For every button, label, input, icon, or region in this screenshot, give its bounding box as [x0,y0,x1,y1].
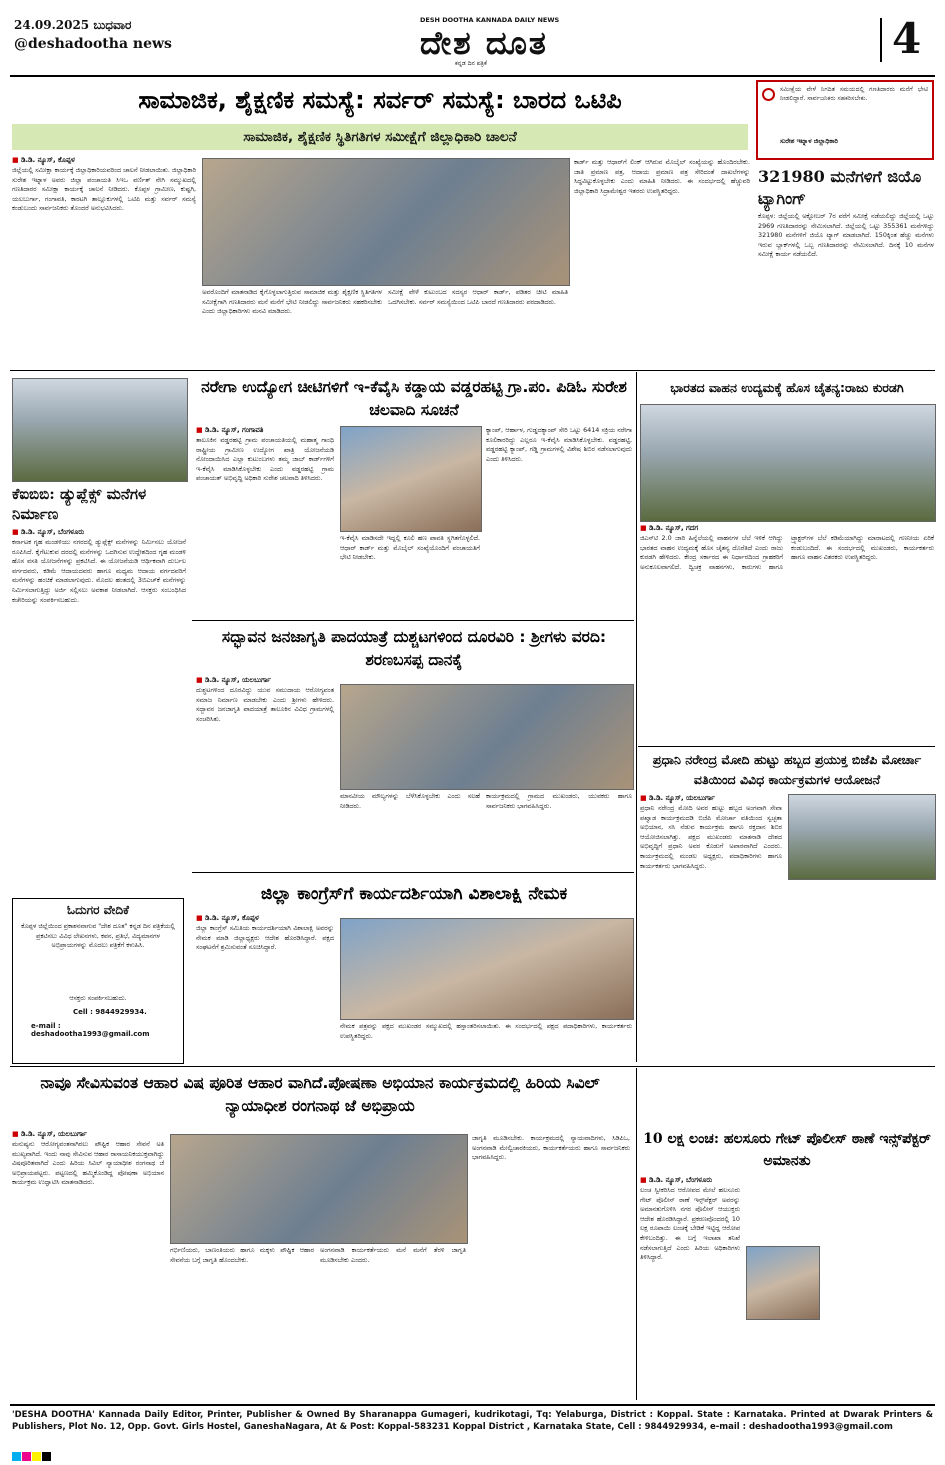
date-line: 24.09.2025 ಬುಧವಾರ [14,18,132,32]
masthead-logo: ದೇಶ ದೂತ [420,24,548,62]
main-col-2: ಅವರೊಂದಿಗೆ ಮಾತನಾಡಿದ ಕೈಗೊಳ್ಳಲಾಗುತ್ತಿರುವ ಸಾಮಾಜಿಕ ಮತ್ತು ಶೈಕ್ಷಣಿಕ ಸ್ಥಿತಿಗತಿಗಳ ಸಮೀಕ್ಷೆಗಾಗಿ ಗಣತಿದಾರರು ಮನೆ ಮನೆಗೆ ಭೇಟಿ ನೀಡಲಿದ್ದು ಸಾರ್ವಜನಿಕರು ಸಹಕರಿಸಬೇಕು ಎಂದು ಜಿಲ್ಲಾಧಿಕಾರಿಗಳು ಮನವಿ ಮಾಡಿದರು. [202,288,382,316]
cmyk-marks [12,1446,933,1456]
readers-text-2: ಆಸಕ್ತರು ಸಂಪರ್ಕಿಸಬಹುದು. [69,994,127,1002]
poshana-col-3: ಅಂಗನವಾಡಿ ಕಾರ್ಯಕರ್ತೆಯರು ಮನೆ ಮನೆಗೆ ತೆರಳಿ ಜಾಗೃತಿ ಮೂಡಿಸಬೇಕು ಎಂದರು. [320,1246,466,1264]
congress-col-2: ನೇಮಕ ಪತ್ರವನ್ನು ಪಕ್ಷದ ಮುಖಂಡರ ಸಮ್ಮುಖದಲ್ಲಿ ಹಸ್ತಾಂತರಿಸಲಾಯಿತು. ಈ ಸಂದರ್ಭದಲ್ಲಿ ಪಕ್ಷದ ಪದಾಧಿಕಾರಿಗಳು, ಕಾರ್ಯಕರ್ತರು ಉಪಸ್ಥಿತರಿದ್ದರು. [340,1022,632,1040]
notice-icon [762,88,775,101]
main-subhead: ಸಾಮಾಜಿಕ, ಶೈಕ್ಷಣಿಕ ಸ್ಥಿತಿಗತಿಗಳ ಸಮೀಕ್ಷೆಗೆ ಜಿಲ್ಲಾಧಿಕಾರಿ ಚಾಲನೆ [12,124,748,150]
section-rule-5 [10,1066,935,1067]
vehicle-byline: ■ ಡಿ.ಡಿ. ನ್ಯೂಸ್, ಗದಗ [640,524,699,532]
footer-rule [10,1404,935,1406]
geo-headline: 321980 ಮನೆಗಳಿಗೆ ಜಿಯೊ ಟ್ಯಾಗಿಂಗ್ [758,167,922,208]
section-rule-4 [638,746,935,747]
modi-photo [788,794,936,880]
readers-cell: Cell : 9844929934. [73,1007,147,1016]
readers-text: ಕೊಪ್ಪಳ ಜಿಲ್ಲೆಯಿಂದ ಪ್ರಕಾಶನವಾಗುವ "ದೇಶ ದೂತ" ಕನ್ನಡ ದಿನ ಪತ್ರಿಕೆಯಲ್ಲಿ ಪ್ರಕಟಿಸಲು ವಿವಿಧ ಲೇಖನಗಳು, ಕವನ, ಪ್ರತಿಭೆ, ವಿದ್ಯಮಾನಗಳ ಅಭಿಪ್ರಾಯಗಳನ್ನು ಮೊದಲು ಪತ್ರಿಕೆಗೆ ಕಳುಹಿಸಿ. [21,922,175,950]
section-rule-2 [192,620,634,621]
congress-col-1: ಜಿಲ್ಲಾ ಕಾಂಗ್ರೆಸ್ ಸಮಿತಿಯ ಕಾರ್ಯದರ್ಶಿಯಾಗಿ ವಿಶಾಲಾಕ್ಷಿ ಅವರನ್ನು ನೇಮಕ ಮಾಡಿ ಜಿಲ್ಲಾಧ್ಯಕ್ಷರು ಆದೇಶ ಹೊರಡಿಸಿದ್ದಾರೆ. ಪಕ್ಷದ ಸಂಘಟನೆಗೆ ಶ್ರಮಿಸುವಂತೆ ಸೂಚಿಸಿದ್ದಾರೆ. [196,924,334,952]
ad-byline: ■ ಡಿ.ಡಿ. ನ್ಯೂಸ್, ಬೆಂಗಳೂರು [12,528,85,536]
ad-photo [12,378,188,482]
padayatra-col-3: ಕಾರ್ಯಕ್ರಮದಲ್ಲಿ ಗ್ರಾಮದ ಮುಖಂಡರು, ಯುವಕರು ಹಾಗೂ ಸಾರ್ವಜನಿಕರು ಭಾಗವಹಿಸಿದ್ದರು. [486,792,632,810]
poshana-byline: ■ ಡಿ.ಡಿ. ನ್ಯೂಸ್, ಯಲಬುರ್ಗಾ [12,1130,87,1138]
modi-headline: ಪ್ರಧಾನಿ ನರೇಂದ್ರ ಮೋದಿ ಹುಟ್ಟು ಹಬ್ಬದ ಪ್ರಯುಕ್ತ ಬಿಜೆಪಿ ಮೋರ್ಚಾ ವತಿಯಿಂದ ವಿವಿಧ ಕಾರ್ಯಕ್ರಮಗಳ ಆಯೋಜನೆ [652,752,922,787]
readers-email[interactable]: e-mail : deshadootha1993@gmail.com [31,1021,150,1038]
section-rule-3 [192,872,634,873]
congress-byline: ■ ಡಿ.ಡಿ. ನ್ಯೂಸ್, ಕೊಪ್ಪಳ [196,914,259,922]
main-headline: ಸಾಮಾಜಿಕ, ಶೈಕ್ಷಣಿಕ ಸಮಸ್ಯೆ: ಸರ್ವರ್ ಸಮಸ್ಯೆ: ಬಾರದ ಒಟಿಪಿ [138,86,622,114]
vertical-rule-2 [636,1068,637,1400]
congress-photo [340,918,634,1020]
main-byline: ■ ಡಿ.ಡಿ. ನ್ಯೂಸ್, ಕೊಪ್ಪಳ [12,156,75,164]
tagline: DESH DOOTHA KANNADA DAILY NEWS [420,16,560,24]
poshana-col-2: ಗರ್ಭಿಣಿಯರು, ಬಾಣಂತಿಯರು ಹಾಗೂ ಮಕ್ಕಳು ಪೌಷ್ಟಿಕ ಆಹಾರ ಸೇವನೆಯ ಬಗ್ಗೆ ಜಾಗೃತಿ ಹೊಂದಬೇಕು. [170,1246,314,1264]
nrega-headline: ನರೇಗಾ ಉದ್ಯೋಗ ಚೀಟಿಗಳಿಗೆ ಇ-ಕೆವೈಸಿ ಕಡ್ಡಾಯ ವಡ್ಡರಹಟ್ಟಿ ಗ್ರಾ.ಪಂ. ಪಿಡಿಓ ಸುರೇಶ ಚಲವಾದಿ ಸೂಚನೆ [201,378,627,419]
logo-subtitle: ಕನ್ನಡ ದಿನ ಪತ್ರಿಕೆ [455,60,487,67]
vehicle-text: ಜಿಎಸ್‌ಟಿ 2.0 ಜಾರಿ ಹಿನ್ನೆಲೆಯಲ್ಲಿ ವಾಹನಗಳ ಬೆಲೆ ಇಳಿಕೆ ಆಗಿದ್ದು ಭಾರತದ ವಾಹನ ಉದ್ಯಮಕ್ಕೆ ಹೊಸ ಚೈತನ್ಯ ದೊರೆತಿದೆ ಎಂದು ರಾಜು ಕುರಡಗಿ ಹೇಳಿದರು. ಕೇಂದ್ರ ಸರ್ಕಾರದ ಈ ನಿರ್ಧಾರದಿಂದ ಗ್ರಾಹಕರಿಗೆ ಅನುಕೂಲವಾಗಲಿದೆ. ದ್ವಿಚಕ್ರ ವಾಹನಗಳು, ಕಾರುಗಳು ಹಾಗೂ ಟ್ರ್ಯಾಕ್ಟರ್‌ಗಳ ಬೆಲೆ ಕಡಿಮೆಯಾಗಿದ್ದು ಮಾರಾಟದಲ್ಲಿ ಗಣನೀಯ ಏರಿಕೆ ಕಂಡುಬಂದಿದೆ. ಈ ಸಂದರ್ಭದಲ್ಲಿ ಮುಖಂಡರು, ಕಾರ್ಯಕರ್ತರು ಹಾಗೂ ವಾಹನ ವಿತರಕರು ಉಪಸ್ಥಿತರಿದ್ದರು. [640,534,934,571]
congress-headline: ಜಿಲ್ಲಾ ಕಾಂಗ್ರೆಸ್‌ಗೆ ಕಾರ್ಯದರ್ಶಿಯಾಗಿ ವಿಶಾಲಾಕ್ಷಿ ನೇಮಕ [260,884,568,904]
padayatra-photo [340,684,634,790]
readers-title: ಓದುಗರ ವೇದಿಕೆ [67,903,129,917]
main-col-4: ಕಾರ್ಡ್ ಮತ್ತು ಆಧಾರ್‌ಗೆ ಲಿಂಕ್ ಆಗಿರುವ ಮೊಬೈಲ್ ಸಂಖ್ಯೆಯನ್ನು ಹೊಂದಿರಬೇಕು. ಜಾತಿ ಪ್ರಮಾಣ ಪತ್ರ, ಆದಾಯ ಪ್ರಮಾಣ ಪತ್ರ ಸೇರಿದಂತೆ ದಾಖಲೆಗಳನ್ನು ಸಿದ್ಧವಿಟ್ಟುಕೊಳ್ಳಬೇಕು ಎಂದು ಮಾಹಿತಿ ನೀಡಿದರು. ಈ ಸಂದರ್ಭದಲ್ಲಿ ಹೆಚ್ಚುವರಿ ಜಿಲ್ಲಾಧಿಕಾರಿ ಸಿದ್ರಾಮೇಶ್ವರ ಇತರರು ಉಪಸ್ಥಿತರಿದ್ದರು. [574,158,750,195]
poshana-col-1: ಮನುಷ್ಯನು ಆರೋಗ್ಯವಂತನಾಗಿರಲು ಪೌಷ್ಟಿಕ ಆಹಾರ ಸೇವನೆ ಅತಿ ಮುಖ್ಯವಾಗಿದೆ. ಇಂದು ನಾವು ಸೇವಿಸುವ ಆಹಾರ ರಾಸಾಯನಿಕಯುಕ್ತವಾಗಿದ್ದು ವಿಷಪೂರಿತವಾಗಿದೆ ಎಂದು ಹಿರಿಯ ಸಿವಿಲ್ ನ್ಯಾಯಾಧೀಶ ರಂಗನಾಥ ಜೆ ಅಭಿಪ್ರಾಯಪಟ್ಟರು. ಪಟ್ಟಣದಲ್ಲಿ ಹಮ್ಮಿಕೊಂಡಿದ್ದ ಪೋಷಣಾ ಅಭಿಯಾನ ಕಾರ್ಯಕ್ರಮ ಉದ್ಘಾಟಿಸಿ ಮಾತನಾಡಿದರು. [12,1140,164,1187]
poshana-col-4: ಜಾಗೃತಿ ಮೂಡಿಸಬೇಕು. ಕಾರ್ಯಕ್ರಮದಲ್ಲಿ ನ್ಯಾಯವಾದಿಗಳು, ಸಿಡಿಪಿಒ, ಅಂಗನವಾಡಿ ಮೇಲ್ವಿಚಾರಕಿಯರು, ಕಾರ್ಯಕರ್ತೆಯರು ಹಾಗೂ ಸಾರ್ವಜನಿಕರು ಭಾಗವಹಿಸಿದ್ದರು. [472,1134,630,1162]
vehicle-photo [640,404,936,522]
ad-text: ಕರ್ನಾಟಕ ಗೃಹ ಮಂಡಳಿಯು ನಗರದಲ್ಲಿ ಡ್ಯುಪ್ಲೆಕ್ಸ್ ಮನೆಗಳನ್ನು ನಿರ್ಮಿಸಲು ಯೋಜನೆ ರೂಪಿಸಿದೆ. ಕೈಗೆಟುಕುವ ದರದಲ್ಲಿ ಮನೆಗಳನ್ನು ಒದಗಿಸುವ ಉದ್ದೇಶದಿಂದ ಗೃಹ ಮಂಡಳಿ ಹೊಸ ವಸತಿ ಯೋಜನೆಗಳನ್ನು ಪ್ರಕಟಿಸಿದೆ. ಈ ಯೋಜನೆಯಡಿ ಆರ್ಥಿಕವಾಗಿ ದುರ್ಬಲ ವರ್ಗದವರು, ಕಡಿಮೆ ಆದಾಯದವರು ಹಾಗೂ ಮಧ್ಯಮ ಆದಾಯ ವರ್ಗದವರಿಗೆ ಮನೆಗಳನ್ನು ಹಂಚಿಕೆ ಮಾಡಲಾಗುವುದು. ಮೊದಲ ಹಂತದಲ್ಲಿ 3ಬಿಎಚ್‌ಕೆ ಮನೆಗಳನ್ನು ನಿರ್ಮಿಸಲಾಗುತ್ತಿದ್ದು ಅರ್ಜಿ ಸಲ್ಲಿಸಲು ಅವಕಾಶ ನೀಡಲಾಗಿದೆ. ಆಸಕ್ತರು ಸಂಬಂಧಿಸಿದ ಕಚೇರಿಯನ್ನು ಸಂಪರ್ಕಿಸಬಹುದು. [12,538,186,604]
police-photo [746,1246,820,1320]
nrega-col-3: ಕ್ಯಾಂಪ್, ಆರ್ಹಾಳ, ಗುಡ್ಡದಕ್ಯಾಂಪ್ ಸೇರಿ ಒಟ್ಟು 6414 ಸಕ್ರಿಯ ನರೇಗಾ ಕೂಲಿಕಾರರಿದ್ದು ಎಲ್ಲರೂ ಇ-ಕೆವೈಸಿ ಮಾಡಿಸಿಕೊಳ್ಳಬೇಕು. ವಡ್ಡರಹಟ್ಟಿ, ವಡ್ಡರಹಟ್ಟಿ ಕ್ಯಾಂಪ್, ಗಡ್ಡಿ ಗ್ರಾಮಗಳಲ್ಲಿ ವಿಶೇಷ ಶಿಬಿರ ನಡೆಸಲಾಗುವುದು ಎಂದು ತಿಳಿಸಿದರು. [486,426,632,463]
section-rule-1 [10,370,935,371]
notice-box [756,80,934,160]
padayatra-byline: ■ ಡಿ.ಡಿ. ನ್ಯೂಸ್, ಯಲಬುರ್ಗಾ [196,676,271,684]
police-text: ಲಂಚ ಸ್ವೀಕರಿಸಿದ ಆರೋಪದ ಮೇಲೆ ಹಲಸೂರು ಗೇಟ್ ಪೊಲೀಸ್ ಠಾಣೆ ಇನ್ಸ್‌ಪೆಕ್ಟರ್ ಅವರನ್ನು ಅಮಾನತುಗೊಳಿಸಿ ನಗರ ಪೊಲೀಸ್ ಆಯುಕ್ತರು ಆದೇಶ ಹೊರಡಿಸಿದ್ದಾರೆ. ಪ್ರಕರಣವೊಂದರಲ್ಲಿ 10 ಲಕ್ಷ ರೂಪಾಯಿ ಲಂಚಕ್ಕೆ ಬೇಡಿಕೆ ಇಟ್ಟಿದ್ದ ಆರೋಪ ಕೇಳಿಬಂದಿತ್ತು. ಈ ಬಗ್ಗೆ ಇಲಾಖಾ ತನಿಖೆ ನಡೆಸಲಾಗುತ್ತಿದೆ ಎಂದು ಹಿರಿಯ ಅಧಿಕಾರಿಗಳು ತಿಳಿಸಿದ್ದಾರೆ. [640,1186,740,1262]
masthead-rule [10,75,935,77]
nrega-col-1: ತಾಲೂಕಿನ ವಡ್ಡರಹಟ್ಟಿ ಗ್ರಾಮ ಪಂಚಾಯತಿಯಲ್ಲಿ ಮಹಾತ್ಮ ಗಾಂಧಿ ರಾಷ್ಟ್ರೀಯ ಗ್ರಾಮೀಣ ಉದ್ಯೋಗ ಖಾತ್ರಿ ಯೋಜನೆಯಡಿ ನೋಂದಾಯಿಸಿದ ಎಲ್ಲಾ ಕುಟುಂಬಗಳು ತಮ್ಮ ಜಾಬ್ ಕಾರ್ಡ್‌ಗಳಿಗೆ ಇ-ಕೆವೈಸಿ ಮಾಡಿಸಿಕೊಳ್ಳಬೇಕು ಎಂದು ವಡ್ಡರಹಟ್ಟಿ ಗ್ರಾಮ ಪಂಚಾಯತ್ ಅಭಿವೃದ್ಧಿ ಅಧಿಕಾರಿ ಸುರೇಶ ಚಲವಾದಿ ತಿಳಿಸಿದರು. [196,436,334,483]
main-col-3: ಸಮೀಕ್ಷೆ ವೇಳೆ ಕುಟುಂಬದ ಸದಸ್ಯರ ಆಧಾರ್ ಕಾರ್ಡ್, ಪಡಿತರ ಚೀಟಿ ಮಾಹಿತಿ ಒದಗಿಸಬೇಕು. ಸರ್ವರ್ ಸಮಸ್ಯೆಯಿಂದ ಒಟಿಪಿ ಬಾರದೆ ಗಣತಿದಾರರು ಪರದಾಡಿದರು. [388,288,568,306]
handle: @deshadootha news [14,36,172,52]
padayatra-headline: ಸದ್ಭಾವನ ಜನಜಾಗೃತಿ ಪಾದಯಾತ್ರೆ ದುಶ್ಚಟಗಳಿಂದ ದೂರವಿರಿ : ಶ್ರೀಗಳು ವರದಿ: ಶರಣಬಸಪ್ಪ ದಾನಕೈ [221,628,607,669]
ad-headline: ಕೆಐಬಿಬಿ: ಡ್ಯುಪ್ಲೆಕ್ಸ್ ಮನೆಗಳ ನಿರ್ಮಾಣ [12,485,147,523]
readers-box [12,898,184,1064]
vertical-rule [636,372,637,1062]
police-byline: ■ ಡಿ.ಡಿ. ನ್ಯೂಸ್, ಬೆಂಗಳೂರು [640,1176,713,1184]
geo-text: ಕೊಪ್ಪಳ: ಜಿಲ್ಲೆಯಲ್ಲಿ ಅಕ್ಟೋಬರ್ 7ರ ವರೆಗೆ ಸಮೀಕ್ಷೆ ನಡೆಯಲಿದ್ದು ಜಿಲ್ಲೆಯಲ್ಲಿ ಒಟ್ಟು 2969 ಗಣತಿದಾರರನ್ನು ನೇಮಿಸಲಾಗಿದೆ. ಜಿಲ್ಲೆಯಲ್ಲಿ ಒಟ್ಟು 355361 ಮನೆಗಳಿದ್ದು 321980 ಮನೆಗಳಿಗೆ ಜಿಯೊ ಟ್ಯಾಗ್ ಮಾಡಲಾಗಿದೆ. 150ಕ್ಕಿಂತ ಹೆಚ್ಚು ಮನೆಗಳು ಇರುವ ಬ್ಲಾಕ್‌ಗಳಲ್ಲಿ ಒಬ್ಬ ಗಣತಿದಾರರನ್ನು ನೇಮಿಸಲಾಗಿದೆ. ದಿನಕ್ಕೆ 10 ಮನೆಗಳ ಸಮೀಕ್ಷೆ ಕಾರ್ಯ ನಡೆಯಲಿದೆ. [758,212,934,259]
nrega-photo [340,426,482,532]
page-number-rule [880,18,882,62]
modi-byline: ■ ಡಿ.ಡಿ. ನ್ಯೂಸ್, ಯಲಬುರ್ಗಾ [640,794,715,802]
padayatra-col-1: ದುಶ್ಚಟಗಳಿಂದ ದೂರವಿದ್ದು ಯುವ ಸಮುದಾಯ ಆರೋಗ್ಯವಂತ ಸಮಾಜ ನಿರ್ಮಾಣ ಮಾಡಬೇಕು ಎಂದು ಶ್ರೀಗಳು ಹೇಳಿದರು. ಸದ್ಭಾವನ ಜನಜಾಗೃತಿ ಪಾದಯಾತ್ರೆ ತಾಲೂಕಿನ ವಿವಿಧ ಗ್ರಾಮಗಳಲ್ಲಿ ಸಂಚರಿಸಿತು. [196,686,334,723]
main-col-1: ಜಿಲ್ಲೆಯಲ್ಲಿ ಸಮೀಕ್ಷಾ ಕಾರ್ಯಕ್ಕೆ ಜಿಲ್ಲಾಧಿಕಾರಿಯವರಿಂದ ಚಾಲನೆ ನೀಡಲಾಯಿತು. ಜಿಲ್ಲಾಧಿಕಾರಿ ಸುರೇಶ ಇಟ್ನಾಳ ಅವರು ಜಿಲ್ಲಾ ಪಂಚಾಯತಿ ಸಿಇಒ ವರ್ಣಿತ್ ನೇಗಿ ಸಮ್ಮುಖದಲ್ಲಿ ಗಣತಿದಾರರ ಸಮೀಕ್ಷಾ ಕಾರ್ಯಕ್ಕೆ ಚಾಲನೆ ನೀಡಿದರು. ಕೊಪ್ಪಳ ಗ್ರಾಮೀಣ, ಕುಷ್ಟಗಿ, ಯಲಬುರ್ಗಾ, ಗಂಗಾವತಿ, ಕಾರಟಗಿ ತಾಲ್ಲೂಕುಗಳಲ್ಲಿ ಒಟಿಪಿ ಮತ್ತು ಸರ್ವರ್ ಸಮಸ್ಯೆ ಕಂಡುಬಂದು ಸಾರ್ವಜನಿಕರು ತೊಂದರೆ ಅನುಭವಿಸಿದರು. [12,166,196,213]
padayatra-col-2: ಮಾನವೀಯ ಮೌಲ್ಯಗಳನ್ನು ಬೆಳೆಸಿಕೊಳ್ಳಬೇಕು ಎಂದು ಸಲಹೆ ನೀಡಿದರು. [340,792,480,810]
main-photo [202,158,570,286]
police-headline: 10 ಲಕ್ಷ ಲಂಚ: ಹಲಸೂರು ಗೇಟ್ ಪೊಲೀಸ್ ಠಾಣೆ ಇನ್ಸ್‌ಪೆಕ್ಟರ್ ಅಮಾನತು [643,1131,931,1169]
vehicle-headline: ಭಾರತದ ವಾಹನ ಉದ್ಯಮಕ್ಕೆ ಹೊಸ ಚೈತನ್ಯ:ರಾಜು ಕುರಡಗಿ [670,380,904,395]
page-number: 4 [892,14,922,63]
poshana-photo [170,1134,468,1244]
poshana-headline: ನಾವೂ ಸೇವಿಸುವಂತ ಆಹಾರ ವಿಷ ಪೂರಿತ ಆಹಾರ ವಾಗಿದೆ.ಪೋಷಣಾ ಅಭಿಯಾನ ಕಾರ್ಯಕ್ರಮದಲ್ಲಿ ಹಿರಿಯ ಸಿವಿಲ್ ನ್ಯಾಯಾಧೀಶ ರಂಗನಾಥ ಜೆ ಅಭಿಪ್ರಾಯ [40,1074,600,1115]
modi-text: ಪ್ರಧಾನಿ ನರೇಂದ್ರ ಮೋದಿ ಅವರ ಹುಟ್ಟು ಹಬ್ಬದ ಅಂಗವಾಗಿ ಸೇವಾ ಪಖ್ವಾಡ ಕಾರ್ಯಕ್ರಮದಡಿ ಬಿಜೆಪಿ ಮೋರ್ಚಾ ವತಿಯಿಂದ ಸ್ವಚ್ಛತಾ ಅಭಿಯಾನ, ಸಸಿ ನೆಡುವ ಕಾರ್ಯಕ್ರಮ ಹಾಗೂ ರಕ್ತದಾನ ಶಿಬಿರ ಆಯೋಜಿಸಲಾಗಿತ್ತು. ಪಕ್ಷದ ಮುಖಂಡರು ಮಾತನಾಡಿ ದೇಶದ ಅಭಿವೃದ್ಧಿಗೆ ಪ್ರಧಾನಿ ಅವರ ಕೊಡುಗೆ ಅಪಾರವಾಗಿದೆ ಎಂದರು. ಕಾರ್ಯಕ್ರಮದಲ್ಲಿ ಮಂಡಲ ಅಧ್ಯಕ್ಷರು, ಪದಾಧಿಕಾರಿಗಳು ಹಾಗೂ ಕಾರ್ಯಕರ್ತರು ಭಾಗವಹಿಸಿದ್ದರು. [640,804,782,870]
notice-sign: ಸುರೇಶ ಇಟ್ನಾಳ ಜಿಲ್ಲಾಧಿಕಾರಿ [780,137,838,145]
footer-text: 'DESHA DOOTHA' Kannada Daily Editor, Printer, Publisher & Owned By Sharanappa Gumageri, kudrikotagi, Tq: Yelaburga, District : Koppal. State : Karnataka. Printed at Dwarak Printers & Publishers, Plot No. 12, Opp. Govt. Girls Hostel, GaneshaNagara, At & Post: Koppal-583231 Koppal District , Karnataka State, Cell : 9844929934, e-mail : deshadootha1993@gmail.com [12,1410,933,1432]
nrega-col-2: ಇ-ಕೆವೈಸಿ ಮಾಡಿಸದೇ ಇದ್ದಲ್ಲಿ ಕೂಲಿ ಹಣ ಪಾವತಿ ಸ್ಥಗಿತಗೊಳ್ಳಲಿದೆ. ಆಧಾರ್ ಕಾರ್ಡ್ ಮತ್ತು ಮೊಬೈಲ್ ಸಂಖ್ಯೆಯೊಂದಿಗೆ ಪಂಚಾಯತಿಗೆ ಭೇಟಿ ನೀಡಬೇಕು. [340,534,480,562]
notice-text: ಸಮೀಕ್ಷೆಯ ವೇಳೆ ನಿಗದಿತ ಸಮಯದಲ್ಲಿ ಗಣತಿದಾರರು ಮನೆಗೆ ಭೇಟಿ ನೀಡಲಿದ್ದಾರೆ. ಸಾರ್ವಜನಿಕರು ಸಹಕರಿಸಬೇಕು. [780,86,928,102]
nrega-byline: ■ ಡಿ.ಡಿ. ನ್ಯೂಸ್, ಗಂಗಾವತಿ [196,426,264,434]
